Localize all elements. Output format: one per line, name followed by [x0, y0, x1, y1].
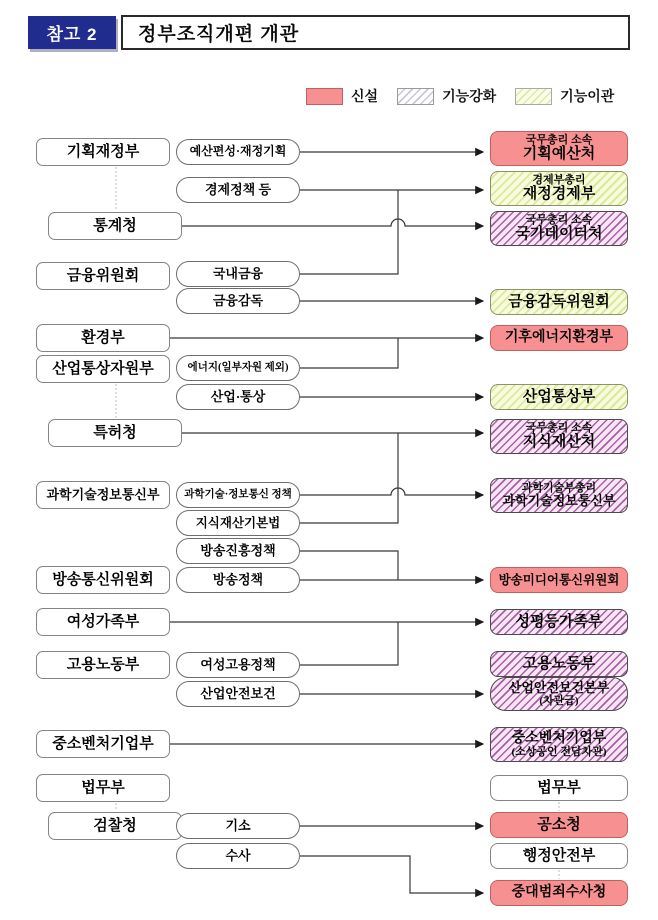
- legend-label: 기능이관: [560, 88, 615, 104]
- prosecution-service: [48, 812, 182, 840]
- page-title: 정부조직개편 개관: [121, 15, 630, 50]
- ministry-economy-finance: [36, 138, 170, 166]
- node-label: 금융감독: [212, 292, 264, 308]
- node-label: 금융위원회: [66, 267, 140, 284]
- node-label: 방송통신위원회: [52, 571, 154, 588]
- node-label: 검찰청: [93, 817, 137, 834]
- node-label: 여성가족부: [66, 613, 140, 630]
- node-label: 고용노동부: [522, 655, 596, 672]
- node-label: 성평등가족부: [515, 613, 603, 630]
- rbox-ministry-finance-economy: [490, 171, 628, 206]
- rbox-intellectual-property-office: [490, 419, 628, 454]
- node-label: 경제정책 등: [204, 181, 272, 197]
- node-label: 특허청: [93, 424, 137, 441]
- legend-label: 기능강화: [442, 88, 497, 104]
- node-label: 재정경제부: [522, 186, 596, 203]
- ministry-employment-labor: [36, 651, 170, 679]
- node-label: 금융감독위원회: [508, 293, 610, 310]
- rbox-ministry-climate-energy-environment: [490, 325, 628, 351]
- node-label: 산업통상자원부: [52, 360, 154, 377]
- node-label: 에너지(일부자원 제외): [187, 362, 289, 374]
- node-label: 여성고용정책: [200, 656, 276, 672]
- pill-science-ict-policy: [176, 482, 300, 508]
- node-label: 법무부: [537, 779, 581, 796]
- rbox-ministry-interior-safety: [490, 843, 628, 869]
- node-label: 법무부: [81, 779, 125, 796]
- node-label: 국무총리 소속: [525, 421, 593, 434]
- node-label: 공소청: [537, 816, 581, 833]
- rbox-ministry-smes-startups: [490, 727, 628, 762]
- node-label: 환경부: [81, 329, 125, 346]
- rbox-ministry-gender-equality-family: [490, 609, 628, 635]
- ministry-gender-equality-family: [36, 608, 170, 636]
- node-label: 산업통상부: [522, 388, 596, 405]
- rbox-public-prosecution-office: [490, 812, 628, 838]
- node-label: 중대범죄수사청: [511, 885, 607, 901]
- rbox-ministry-justice: [490, 775, 628, 801]
- pill-ip-framework-act: [176, 510, 300, 536]
- pill-industry-trade: [176, 384, 300, 410]
- node-label: 과학기술정보통신부: [46, 486, 160, 502]
- rbox-ministry-industry-trade: [490, 384, 628, 410]
- ministry-justice: [36, 774, 170, 802]
- node-label: 과학기술부총리: [521, 482, 597, 495]
- node-label: 국내금융: [212, 265, 264, 281]
- node-label: 국무총리 소속: [525, 133, 593, 146]
- pill-women-employment-policy: [176, 652, 300, 678]
- node-label: 기소: [225, 817, 251, 833]
- node-label: (소상공인 전담차관): [511, 746, 607, 759]
- pill-domestic-finance: [176, 261, 300, 287]
- node-label: 고용노동부: [66, 656, 140, 673]
- node-label: 방송진흥정책: [200, 542, 276, 558]
- ministry-science-ict: [36, 481, 170, 509]
- pill-occupational-safety-health: [176, 681, 300, 707]
- node-label: 기획재정부: [66, 143, 140, 160]
- pill-indictment: [176, 813, 300, 839]
- pill-energy-partial: [176, 355, 300, 381]
- rbox-national-data-office: [490, 211, 628, 246]
- pill-investigation: [176, 843, 300, 869]
- node-label: 중소벤처기업부: [511, 730, 607, 746]
- node-label: 지식재산기본법: [195, 516, 281, 530]
- rbox-financial-supervisory-commission: [490, 289, 628, 315]
- node-label: 기후에너지환경부: [504, 330, 614, 346]
- node-label: 행정안전부: [522, 847, 596, 864]
- legend-label: 신설: [351, 88, 379, 104]
- node-label: 국무총리 소속: [525, 213, 593, 226]
- node-label: 산업안전보건: [200, 685, 276, 701]
- korean-intellectual-property-office: [48, 419, 182, 447]
- rbox-serious-crimes-investigation-office: [490, 880, 628, 906]
- rbox-occupational-safety-health-hq: [490, 677, 628, 711]
- reference-badge: 참고 2: [28, 16, 116, 49]
- pill-economic-policy: [176, 177, 300, 203]
- node-label: 과학기술정보통신부: [502, 493, 616, 509]
- korea-communications-commission: [36, 566, 170, 594]
- rbox-planning-budget-office: [490, 131, 628, 166]
- node-label: 경제부총리: [532, 173, 586, 186]
- node-label: 산업·통상: [210, 388, 266, 404]
- pill-broadcast-promotion-policy: [176, 538, 300, 564]
- node-label: 국가데이터처: [515, 226, 603, 243]
- node-label: 방송정책: [212, 571, 264, 587]
- pill-budget-fiscal-planning: [176, 139, 300, 165]
- node-label: 중소벤처기업부: [52, 735, 154, 752]
- node-label: 과학기술·정보통신 정책: [184, 489, 292, 501]
- node-label: 산업안전보건본부: [508, 679, 610, 695]
- financial-services-commission: [36, 262, 170, 290]
- node-label: 방송미디어통신위원회: [498, 573, 620, 587]
- node-label: 수사: [225, 847, 251, 863]
- node-label: 예산편성·재정기획: [189, 144, 287, 159]
- node-label: 기획예산처: [522, 146, 596, 163]
- ministry-smes-startups: [36, 730, 170, 758]
- node-label: (차관급): [539, 695, 579, 708]
- rbox-ministry-science-ict: [490, 478, 628, 513]
- statistics-korea: [48, 212, 182, 240]
- pill-financial-supervision: [176, 288, 300, 314]
- node-label: 통계청: [93, 217, 137, 234]
- node-label: 지식재산처: [522, 434, 596, 451]
- pill-broadcast-policy: [176, 567, 300, 593]
- rbox-ministry-employment-labor: [490, 651, 628, 677]
- rbox-media-communications-commission: [490, 567, 628, 593]
- ministry-trade-industry-energy: [36, 355, 170, 383]
- ministry-environment: [36, 324, 170, 352]
